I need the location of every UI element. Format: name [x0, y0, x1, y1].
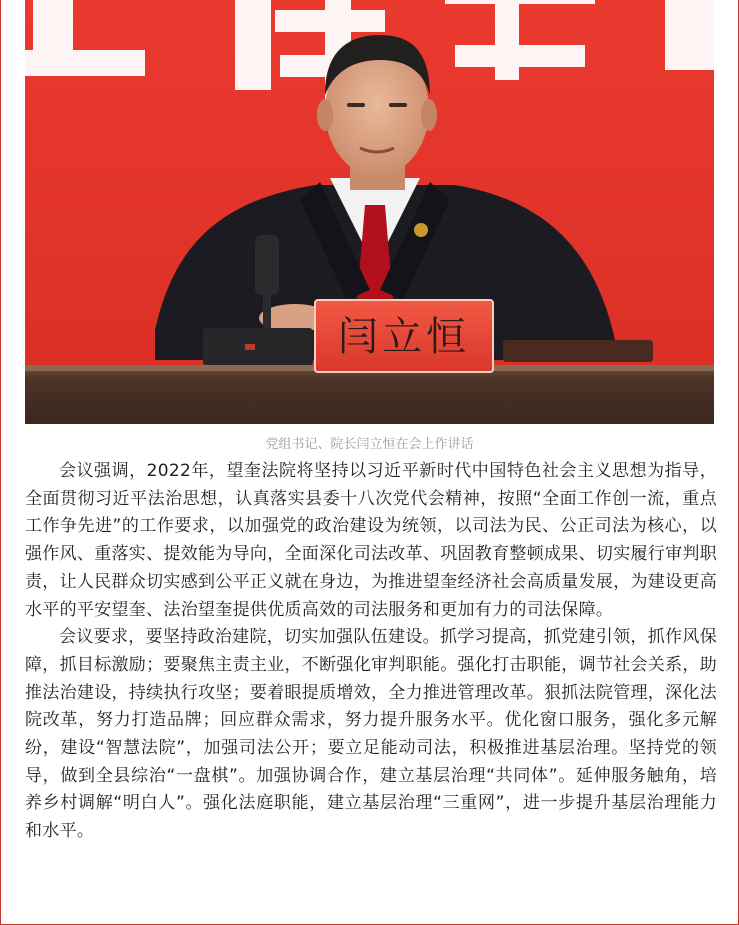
article-body [25, 458, 717, 846]
paragraph-1: 会议强调，2022年，望奎法院将坚持以习近平新时代中国特色社会主义思想为指导，全面贯彻习近平法治思想，认真落实县委十八次党代会精神，按照“全面工作创一流，重点工作争先进”的工作要求，以加强党的政治建设为统领，以司法为民、公正司法为核心，以强作风、重落实、提效能为导向，全面深化司法改革、巩固教育整顿成果、切实履行审判职责，让人民群众切实感到公平正义就在身边，为推进望奎经济社会高质量发展，为建设更高水平的平安望奎、法治望奎提供优质高效的司法服务和更加有力的司法保障。 [25, 461, 717, 620]
nameplate-text: 闫立恒 [338, 314, 470, 360]
speaker-photo [25, 0, 714, 424]
photo-caption: 党组书记、院长闫立恒在会上作讲话 [265, 437, 474, 452]
paragraph-2: 会议要求，要坚持政治建院，切实加强队伍建设。抓学习提高，抓党建引领，抓作风保障，抓目标激励；要聚焦主责主业，不断强化审判职能。强化打击职能，调节社会关系，助推法治建设，持续执行攻坚；要着眼提质增效，全力推进管理改革。狠抓法院管理，深化法院改革，努力打造品牌；回应群众需求，努力提升服务水平。优化窗口服务，强化多元解纷，建设“智慧法院”，加强司法公开；要立足能动司法，积极推进基层治理。坚持党的领导，做到全县综治“一盘棋”。加强协调合作，建立基层治理“共同体”。延伸服务触角，培养乡村调解“明白人”。强化法庭职能，建立基层治理“三重网”，进一步提升基层治理能力和水平。 [25, 627, 717, 842]
